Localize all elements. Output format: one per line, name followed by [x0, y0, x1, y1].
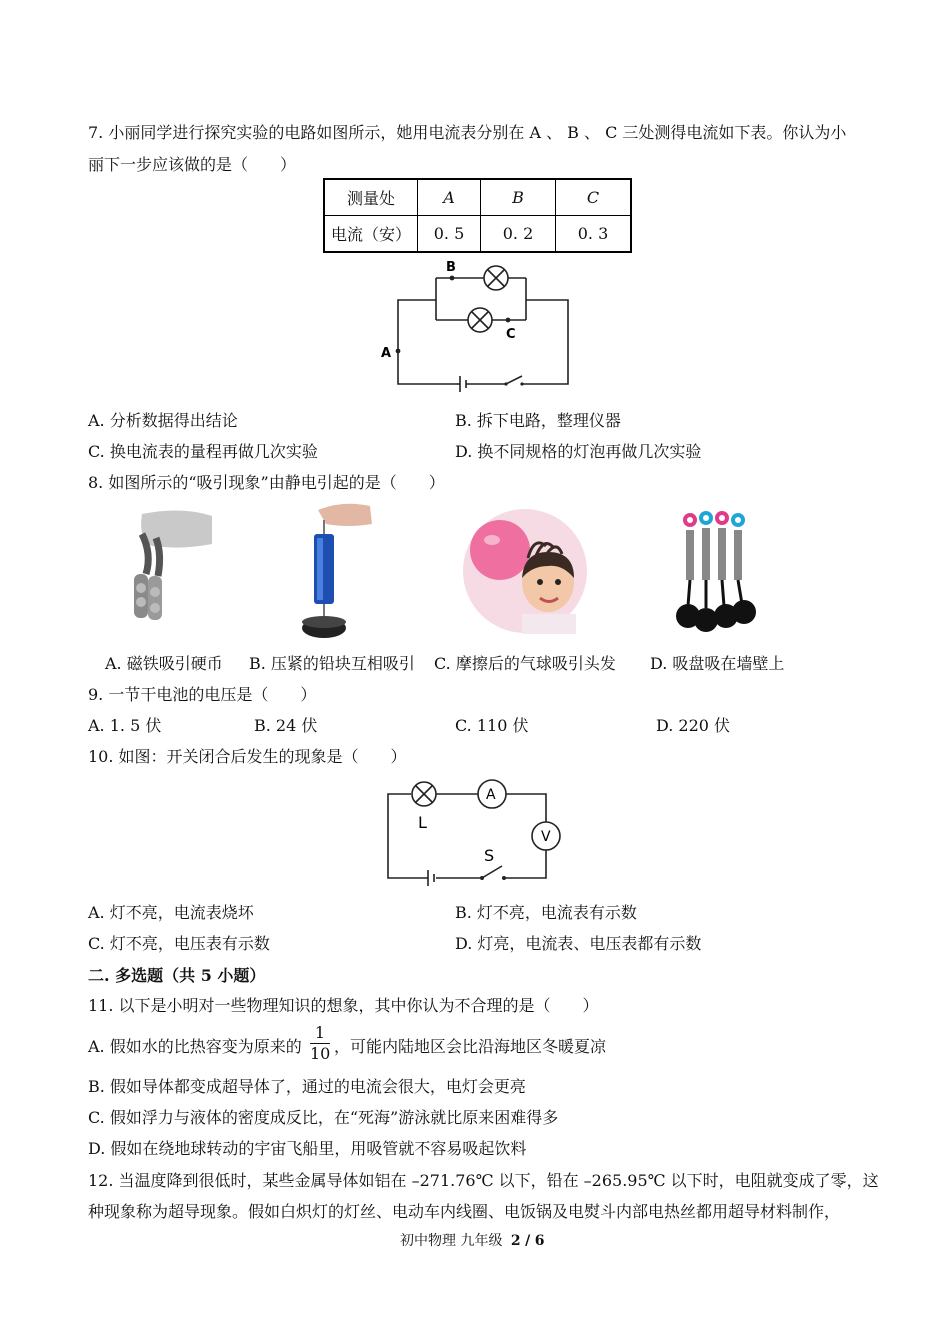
- q10-option-b: B. 灯不亮，电流表有示数: [455, 903, 637, 922]
- q8-caption-b: B. 压紧的铅块互相吸引: [249, 654, 415, 673]
- suction-cups-image: [674, 506, 762, 636]
- table-header-cell: A: [418, 179, 481, 216]
- q7-stem-line2: 丽下一步应该做的是（ ）: [88, 155, 297, 174]
- q7-option-d: D. 换不同规格的灯泡再做几次实验: [455, 442, 702, 461]
- voltmeter-label: V: [541, 829, 551, 845]
- q12-stem-line2: 种现象称为超导现象。假如白炽灯的灯丝、电动车内线圈、电饭锅及电熨斗内部电热丝都用超导材料制作，: [88, 1202, 841, 1221]
- q7-measurement-table: [323, 178, 632, 253]
- q7-label-a: A: [381, 346, 392, 361]
- q9-option-a: A. 1. 5 伏: [88, 716, 162, 735]
- fraction-denominator: 10: [310, 1044, 331, 1063]
- table-cell: 0. 5: [418, 216, 481, 253]
- q10-stem: 10. 如图：开关闭合后发生的现象是（ ）: [88, 747, 407, 766]
- q10-series-circuit-diagram: [384, 778, 570, 888]
- table-header-cell: B: [481, 179, 556, 216]
- lamp-label: L: [418, 813, 427, 832]
- q11-option-a-suffix: ，可能内陆地区会比沿海地区冬暖夏凉: [334, 1037, 607, 1056]
- ammeter-label: A: [486, 787, 496, 803]
- q11-fraction: [310, 1023, 330, 1064]
- footer-separator: /: [525, 1233, 531, 1249]
- q7-stem-line1: 7. 小丽同学进行探究实验的电路如图所示，她用电流表分别在 A 、 B 、 C 三处测得电流如下表。你认为小: [88, 123, 847, 142]
- q8-caption-d: D. 吸盘吸在墙壁上: [650, 654, 785, 673]
- table-header-cell: 测量处: [324, 179, 418, 216]
- q9-option-b: B. 24 伏: [254, 716, 318, 735]
- footer-page-number: 2: [510, 1233, 521, 1249]
- footer-total-pages: 6: [534, 1233, 545, 1249]
- lead-blocks-image: [292, 502, 374, 640]
- table-row: [324, 179, 631, 216]
- q11-option-a-prefix: A. 假如水的比热容变为原来的: [88, 1037, 302, 1056]
- q9-stem: 9. 一节干电池的电压是（ ）: [88, 685, 317, 704]
- q12-stem-line1: 12. 当温度降到很低时，某些金属导体如铝在 –271.76℃ 以下，铅在 –265.95℃ 以下时，电阻就变成了零，这: [88, 1171, 879, 1190]
- section-heading: 二. 多选题（共 5 小题）: [88, 966, 266, 985]
- table-cell: 0. 3: [556, 216, 632, 253]
- q11-stem: 11. 以下是小明对一些物理知识的想象，其中你认为不合理的是（ ）: [88, 996, 599, 1015]
- balloon-hair-image: [462, 508, 588, 634]
- q11-option-d: D. 假如在绕地球转动的宇宙飞船里，用吸管就不容易吸起饮料: [88, 1139, 527, 1158]
- q7-parallel-circuit-diagram: [376, 256, 576, 392]
- fraction-numerator: 1: [314, 1023, 326, 1042]
- q9-option-c: C. 110 伏: [455, 716, 529, 735]
- q10-option-a: A. 灯不亮，电流表烧坏: [88, 903, 254, 922]
- q7-option-c: C. 换电流表的量程再做几次实验: [88, 442, 318, 461]
- q10-option-d: D. 灯亮，电流表、电压表都有示数: [455, 934, 702, 953]
- table-header-cell: C: [556, 179, 632, 216]
- q11-option-b: B. 假如导体都变成超导体了，通过的电流会很大，电灯会更亮: [88, 1077, 526, 1096]
- switch-label: S: [484, 846, 495, 865]
- q7-option-a: A. 分析数据得出结论: [88, 411, 238, 430]
- q10-option-c: C. 灯不亮，电压表有示数: [88, 934, 270, 953]
- q8-caption-a: A. 磁铁吸引硬币: [105, 654, 223, 673]
- q8-stem: 8. 如图所示的“吸引现象”由静电引起的是（ ）: [88, 473, 445, 492]
- footer-subject: 初中物理 九年级: [400, 1233, 503, 1249]
- table-cell: 0. 2: [481, 216, 556, 253]
- q7-option-b: B. 拆下电路，整理仪器: [455, 411, 621, 430]
- q8-caption-c: C. 摩擦后的气球吸引头发: [434, 654, 616, 673]
- table-row: [324, 216, 631, 253]
- q11-option-c: C. 假如浮力与液体的密度成反比，在“死海”游泳就比原来困难得多: [88, 1108, 559, 1127]
- q9-option-d: D. 220 伏: [656, 716, 731, 735]
- q7-label-c: C: [506, 327, 516, 342]
- page-footer: [400, 1230, 544, 1250]
- magnet-coins-image: [112, 504, 222, 636]
- table-row-label: 电流（安）: [324, 216, 418, 253]
- q7-label-b: B: [446, 260, 456, 275]
